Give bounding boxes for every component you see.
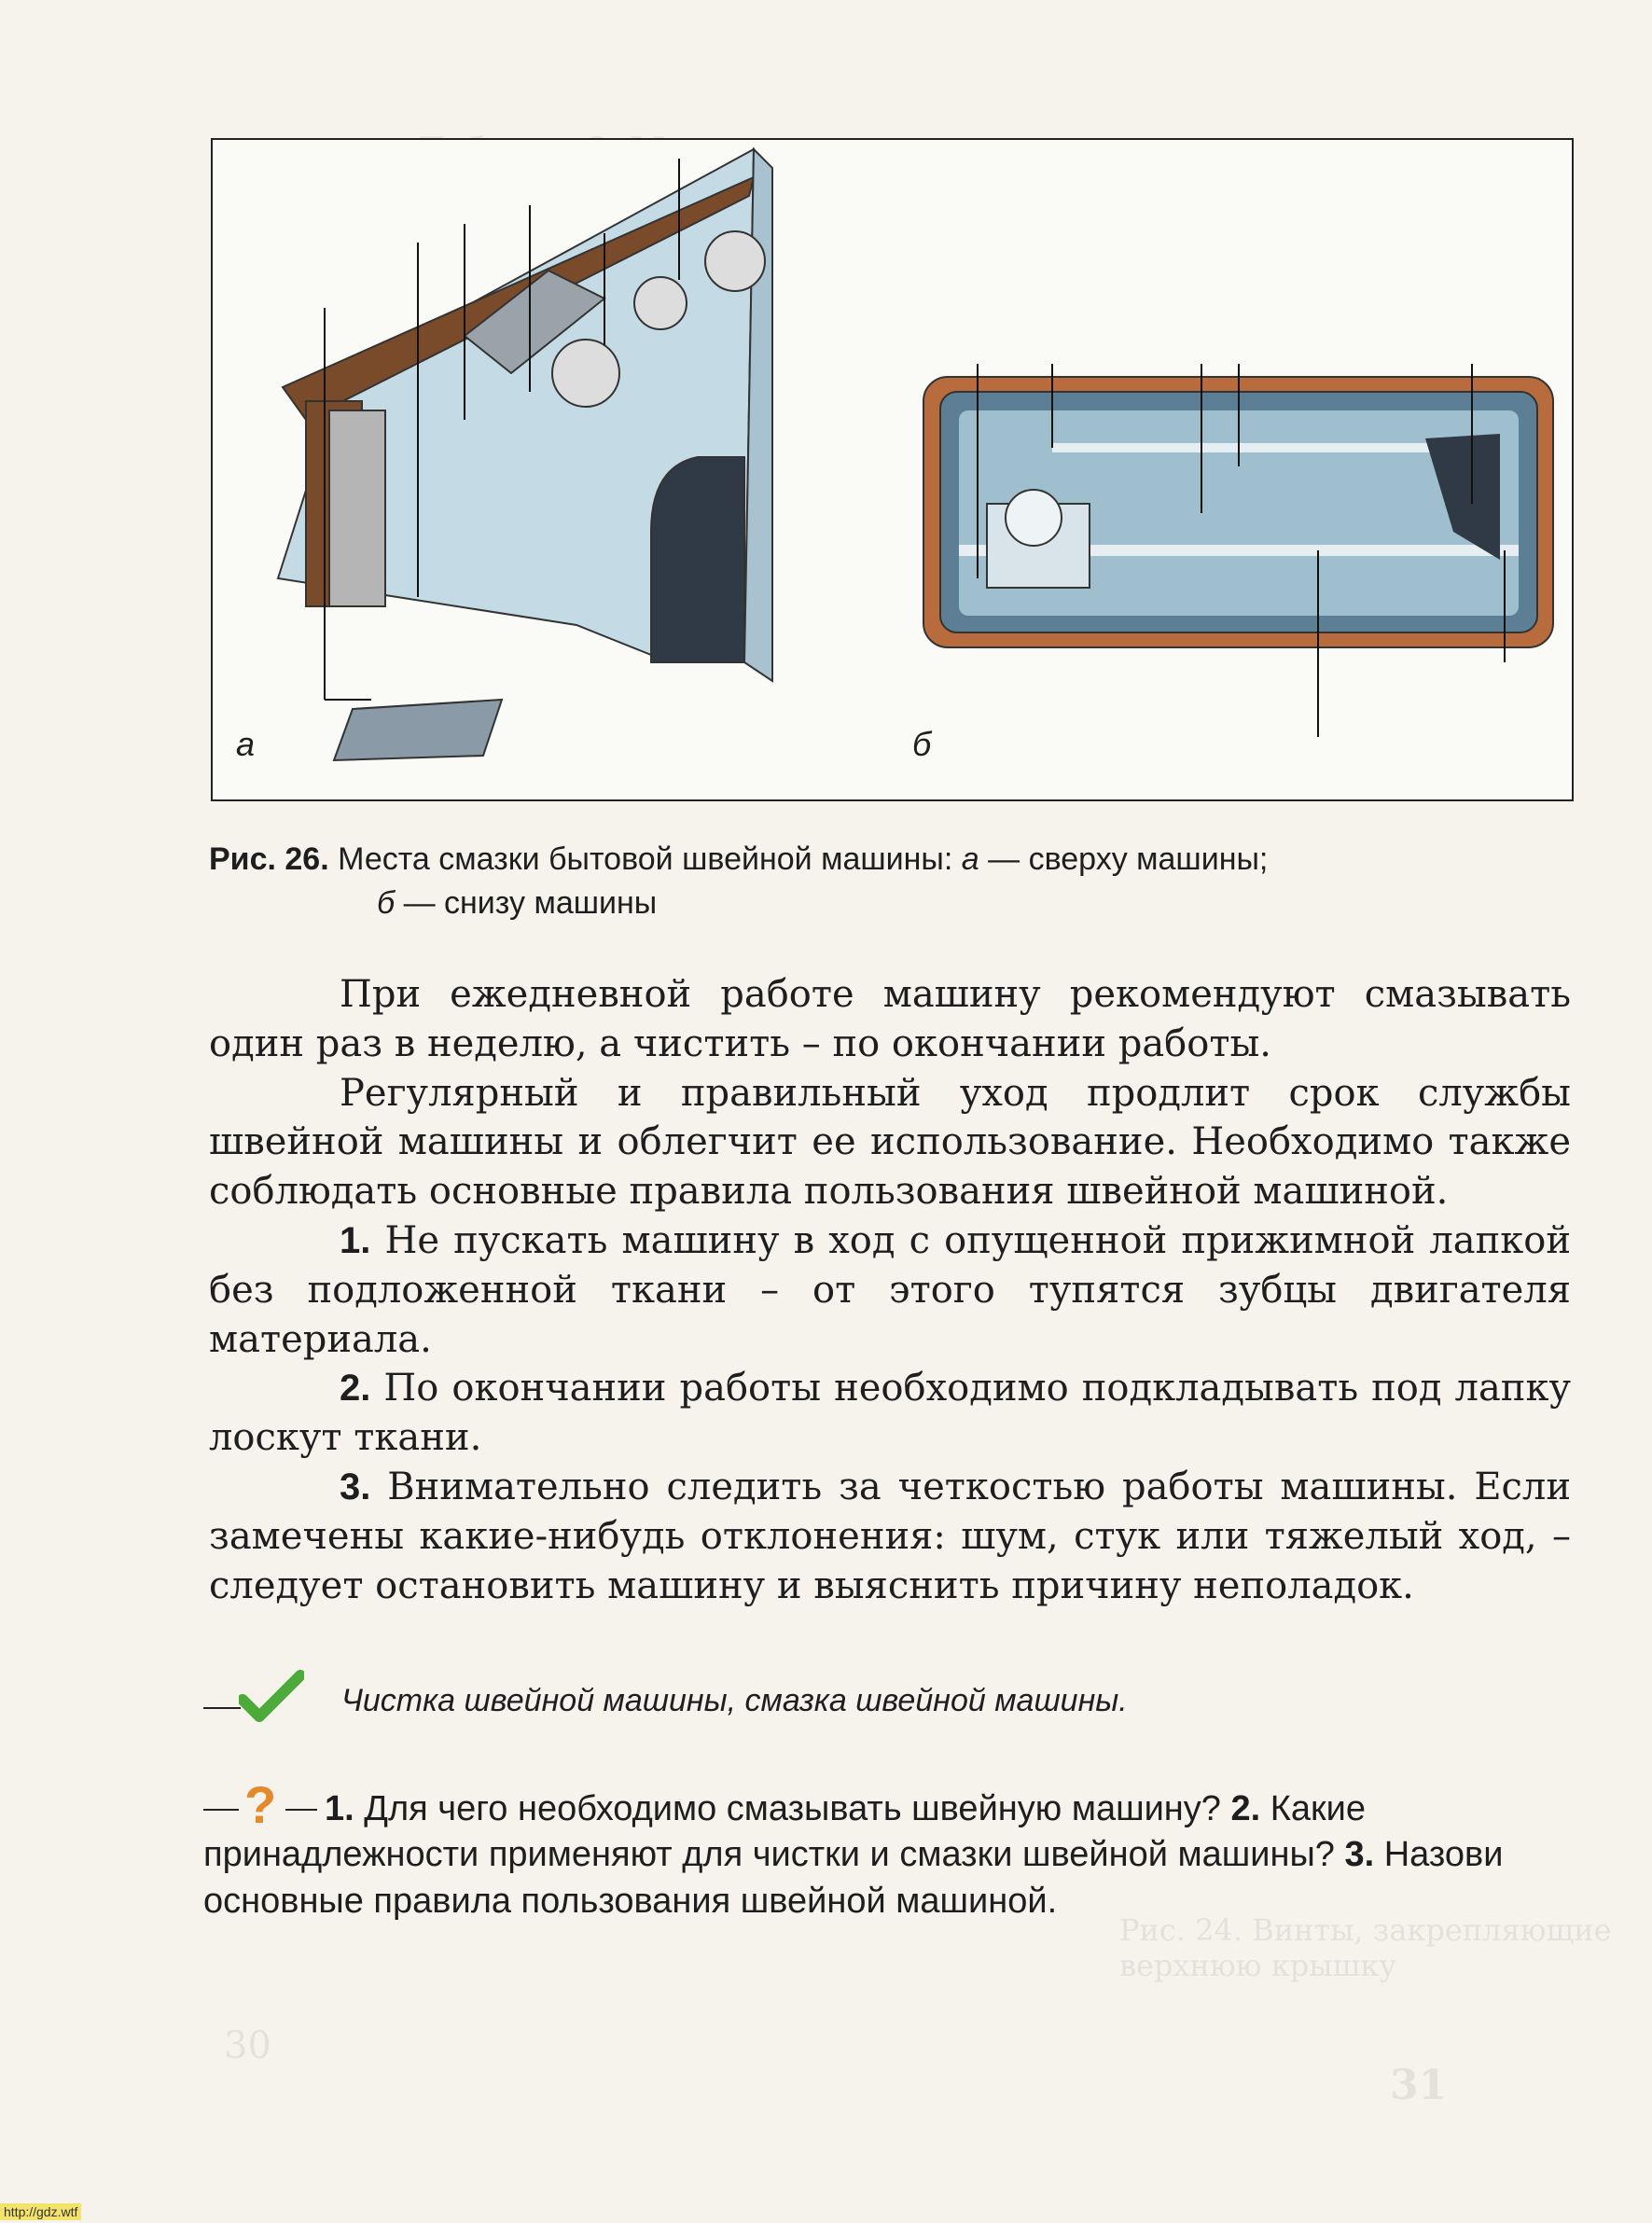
q2-number: 2.	[1230, 1789, 1261, 1828]
rule-1-number: 1.	[340, 1219, 371, 1261]
q3-text: Назови основные правила пользования швейной машиной.	[203, 1835, 1504, 1921]
machine-bottom-drawing	[923, 364, 1553, 737]
caption-number: Рис. 26.	[209, 841, 329, 877]
rule-3-number: 3.	[340, 1466, 371, 1507]
figure-label-a: а	[236, 725, 256, 763]
caption-a-text: — сверху машины;	[979, 841, 1269, 877]
question-marker	[203, 1775, 325, 1834]
q2-text: Какие принадлежности применяют для чистки и смазки швейной машины?	[203, 1789, 1366, 1875]
rule-1	[209, 1216, 1571, 1364]
divider-line	[203, 1707, 241, 1709]
rule-3	[209, 1463, 1571, 1610]
review-questions	[203, 1775, 1575, 1924]
machine-top-drawing	[278, 149, 772, 760]
caption-b-text: — снизу машины	[395, 884, 658, 921]
paragraph-1: При ежедневной работе машину рекомендуют смазывать один раз в неделю, а чистить – по окончании работы.	[209, 973, 1571, 1065]
caption-b-letter: б	[377, 884, 396, 921]
figure-26	[211, 138, 1574, 801]
rule-2-number: 2.	[340, 1368, 371, 1410]
main-text	[209, 970, 1571, 1610]
q1-number: 1.	[325, 1789, 354, 1828]
caption-a-letter: а	[961, 841, 979, 877]
sewing-machine-illustration	[213, 140, 1572, 799]
rule-2-text: По окончании работы необходимо подкладывать под лапку лоскут ткани.	[209, 1367, 1571, 1460]
question-mark-icon: ?	[244, 1775, 277, 1834]
practice-text: Чистка швейной машины, смазка швейной машины.	[341, 1683, 1128, 1718]
rule-2	[209, 1364, 1571, 1463]
figure-caption	[209, 838, 1590, 925]
checkmark-icon	[239, 1670, 304, 1726]
practice-task	[203, 1670, 1575, 1735]
q3-number: 3.	[1344, 1835, 1375, 1875]
rule-1-text: Не пускать машину в ход с опущенной прижимной лапкой без подложенной ткани – от этого тупятся зубцы двигателя материала.	[209, 1218, 1571, 1361]
caption-line-2	[209, 882, 1590, 925]
paragraph-2: Регулярный и правильный уход продлит срок службы швейной машины и облегчит ее использование. Необходимо также соблюдать основные правила пользования швейной машиной.	[209, 1071, 1571, 1214]
watermark: http://gdz.wtf	[0, 2203, 81, 2220]
rule-3-text: Внимательно следить за четкостью работы машины. Если замечены какие-нибудь отклонения: шум, стук или тяжелый ход, – следует остановить машину и выяснить причину неполадок.	[209, 1465, 1571, 1607]
q1-text: Для чего необходимо смазывать швейную машину?	[354, 1789, 1231, 1828]
figure-label-b: б	[912, 725, 932, 763]
caption-text: Места смазки бытовой швейной машины:	[338, 841, 962, 877]
